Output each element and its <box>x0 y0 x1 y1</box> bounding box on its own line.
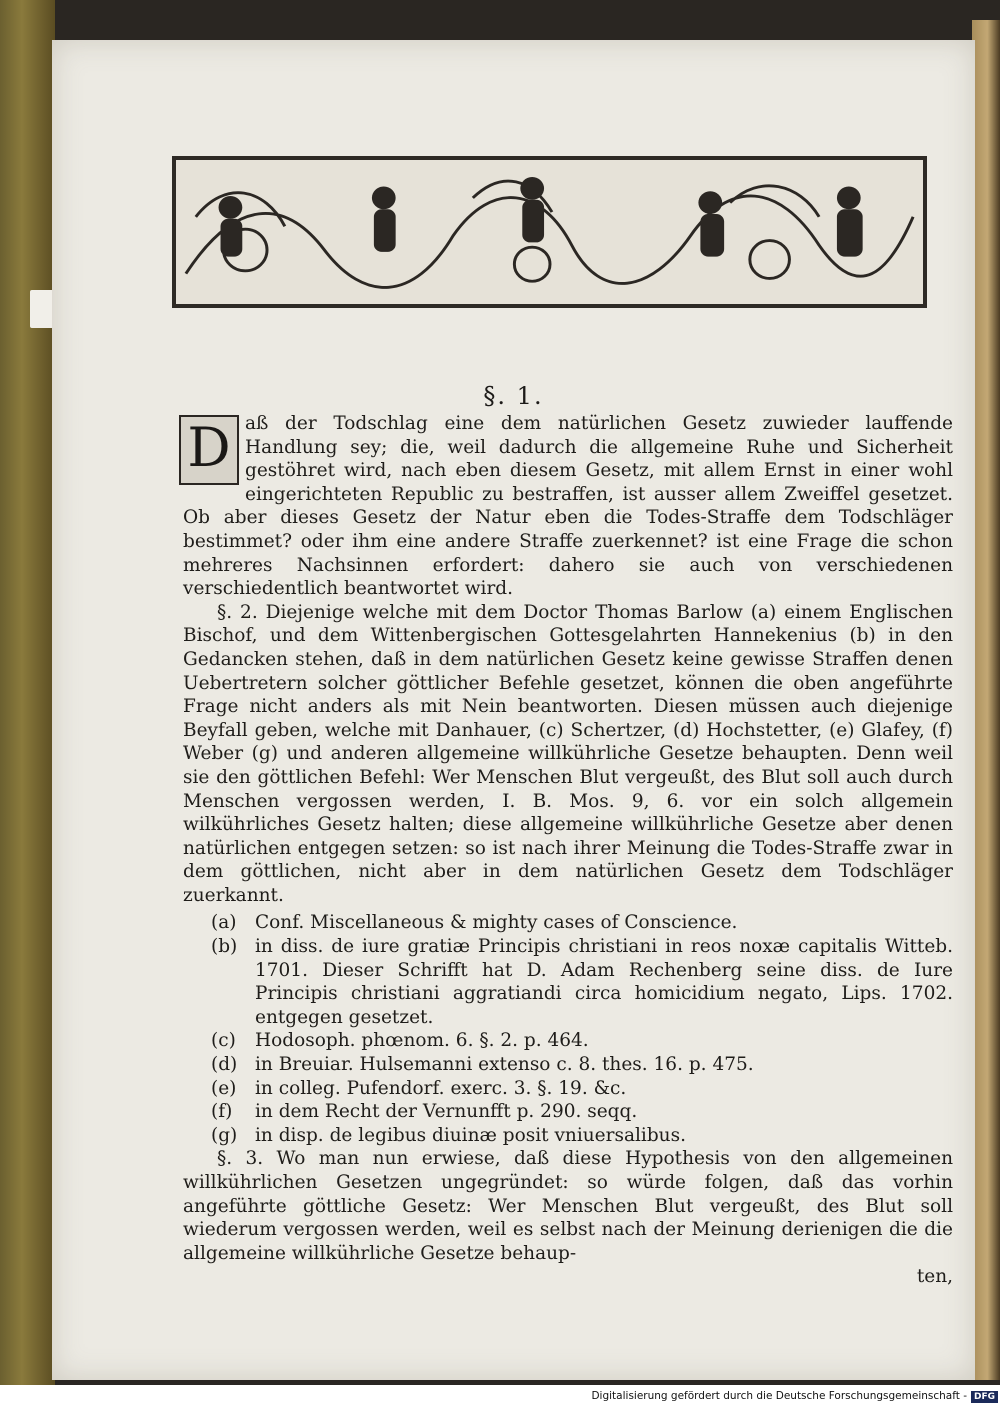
headpiece-illustration <box>176 160 923 304</box>
footnote-text: Conf. Miscellaneous & mighty cases of Conscience. <box>255 912 738 934</box>
footnote-mark: (d) <box>211 1054 238 1076</box>
footnote-item <box>183 1100 953 1124</box>
book-spine <box>0 0 55 1385</box>
footnote-mark: (a) <box>211 912 237 934</box>
footnote-item <box>183 1124 953 1148</box>
footnote-text: in dem Recht der Vernunfft p. 290. seqq. <box>255 1101 638 1123</box>
footnote-item <box>183 935 953 1029</box>
decorative-headpiece <box>172 156 927 308</box>
page-edge <box>972 20 1000 1380</box>
footnote-text: in colleg. Pufendorf. exerc. 3. §. 19. &c. <box>255 1077 627 1099</box>
paragraph-3: §. 3. Wo man nun erwiese, daß diese Hypothesis von den allgemeinen willkührlichen Gesetzen ungegründet: so würde folgen, daß das vorhin angeführte göttliche Gesetz: Wer Menschen Blut vergeußt, des Blut soll wiederum vergossen werden, weil es selbst nach der Meinung derienigen die die allgemeine willkührliche Gesetze behaup- <box>183 1148 953 1264</box>
footer-credit-text: Digitalisierung gefördert durch die Deutsche Forschungsgemeinschaft - <box>591 1390 967 1402</box>
footnote-item <box>183 911 953 935</box>
footnote-item <box>183 1053 953 1077</box>
footnote-item <box>183 1077 953 1101</box>
footnote-mark: (f) <box>211 1101 233 1123</box>
footnote-item <box>183 1029 953 1053</box>
footnotes-list <box>183 911 953 1147</box>
book-page <box>52 40 975 1380</box>
catchword: ten, <box>916 1266 953 1288</box>
footnote-mark: (c) <box>211 1030 236 1052</box>
drop-cap-initial: D <box>179 415 239 485</box>
footnote-mark: (b) <box>211 936 238 958</box>
paper-tab-marker <box>30 290 54 328</box>
footnote-mark: (g) <box>211 1124 238 1146</box>
body-text <box>183 412 953 1289</box>
digitization-footer <box>0 1389 998 1403</box>
paragraph-1-text: aß der Todschlag eine dem natürlichen Gesetz zuwieder lauffende Handlung sey; die, weil dadurch die allgemeine Ruhe und Sicherheit gestöhret wird, nach eben diesem Gesetz, mit allem Ernst in einer wohl eingerichteten Republic zu bestraffen, ist ausser allem Zweiffel gesetzet. Ob aber dieses Gesetz der Natur eben die Todes-Straffe dem Todschläger bestimmet? oder ihm eine andere Straffe zuerkennet? ist eine Frage die schon mehreres Nachsinnen erfordert: dahero sie auch von verschiedenen verschiedentlich beantwortet wird. <box>183 413 953 600</box>
footnote-text: in diss. de iure gratiæ Principis christiani in reos noxæ capitalis Witteb. 1701. Dieser Schrifft hat D. Adam Rechenberg seine diss. de Iure Principis christiani aggratiandi circa homicidium negato, Lips. 1702. entgegen gesetzet. <box>255 936 953 1028</box>
footnote-text: in Breuiar. Hulsemanni extenso c. 8. thes. 16. p. 475. <box>255 1054 754 1076</box>
paragraph-2: §. 2. Diejenige welche mit dem Doctor Thomas Barlow (a) einem Englischen Bischof, und dem Wittenbergischen Gottesgelahrten Hannekenius (b) in den Gedancken stehen, daß in dem natürlichen Gesetz keine gewisse Straffen denen Uebertretern solcher göttlicher Befehle gesetzet, können die oben angeführte Frage nicht anders als mit Nein beantworten. Diesen müssen auch diejenige Beyfall geben, welche mit Danhauer, (c) Schertzer, (d) Hochstetter, (e) Glafey, (f) Weber (g) und anderen allgemeine willkührliche Gesetze behaupten. Denn weil sie den göttlichen Befehl: Wer Menschen Blut vergeußt, des Blut soll auch durch Menschen vergossen werden, I. B. Mos. 9, 6. vor ein solch allgemein wilkührliches Gesetz halten; diese allgemeine willkührliche Gesetze aber denen natürlichen entgegen setzen: so ist nach ihrer Meinung die Todes-Straffe zwar in dem göttlichen, nicht aber in dem natürlichen Gesetz dem Todschläger zuerkannt. <box>183 601 953 906</box>
section-heading: §. 1. <box>483 382 544 410</box>
paragraph-1 <box>183 412 953 601</box>
footnote-text: in disp. de legibus diuinæ posit vniuersalibus. <box>255 1124 686 1146</box>
footnote-text: Hodosoph. phœnom. 6. §. 2. p. 464. <box>255 1030 589 1052</box>
footnote-mark: (e) <box>211 1077 237 1099</box>
dfg-logo: DFG <box>971 1391 998 1403</box>
